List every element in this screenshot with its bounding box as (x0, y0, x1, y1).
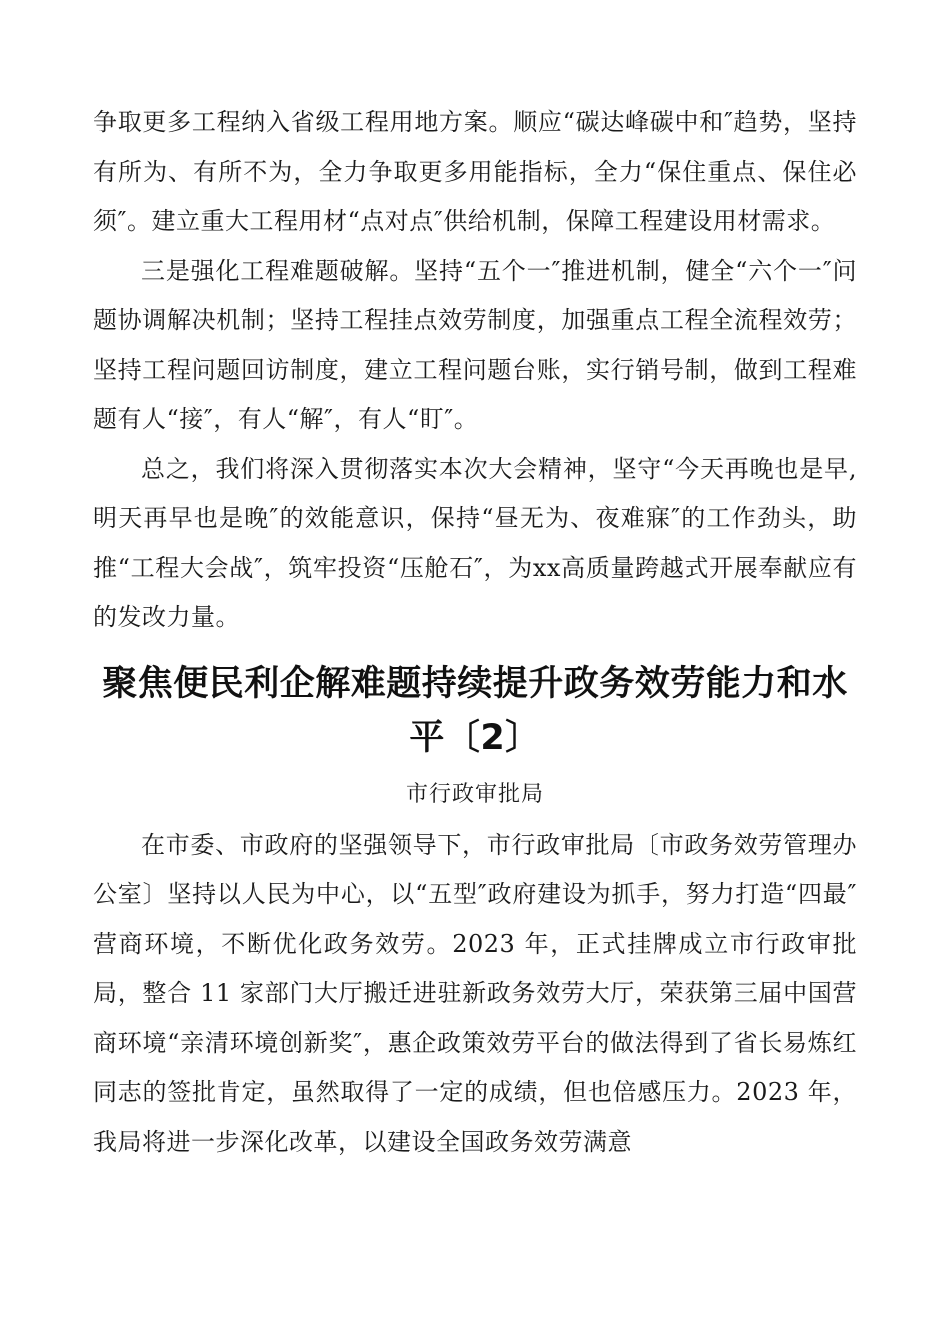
paragraph-project-problems: 三是强化工程难题破解。坚持“五个一″推进机制，健全“六个一″问题协调解决机制；坚持工程挂点效劳制度，加强重点工程全流程效劳；坚持工程问题回访制度，建立工程问题台账，实行销号制，做到工程难题有人“接″，有人“解″，有人“盯″。 (93, 256, 857, 433)
paragraph-continuation: 争取更多工程纳入省级工程用地方案。顺应“碳达峰碳中和″趋势，坚持有所为、有所不为，全力争取更多用能指标，全力“保住重点、保住必须″。建立重大工程用材“点对点″供给机制，保障工程建设用材需求。 (93, 108, 857, 235)
paragraph-intro: 在市委、市政府的坚强领导下，市行政审批局〔市政务效劳管理办公室〕坚持以人民为中心，以“五型″政府建设为抓手，努力打造“四最″营商环境，不断优化政务效劳。2023 年，正式挂牌成立市行政审批局，整合 11 家部门大厅搬迁进驻新政务效劳大厅，荣获第三届中国营商环境“亲清环境创新奖″，惠企政策效劳平台的做法得到了省长易炼红同志的签批肯定，虽然取得了一定的成绩，但也倍感压力。2023 年，我局将进一步深化改革，以建设全国政务效劳满意 (93, 830, 857, 1156)
article-author: 市行政审批局 (405, 781, 544, 807)
article-title: 聚焦便民利企解难题持续提升政务效劳能力和水平〔2〕 (102, 663, 848, 758)
paragraph-conclusion: 总之，我们将深入贯彻落实本次大会精神，坚守“今天再晚也是早,明天再早也是晚″的效能意识，保持“昼无为、夜难寐″的工作劲头，助推“工程大会战″，筑牢投资“压舱石″，为xx高质量跨越式开展奉献应有的发改力量。 (93, 454, 857, 631)
document-page (93, 98, 857, 1167)
